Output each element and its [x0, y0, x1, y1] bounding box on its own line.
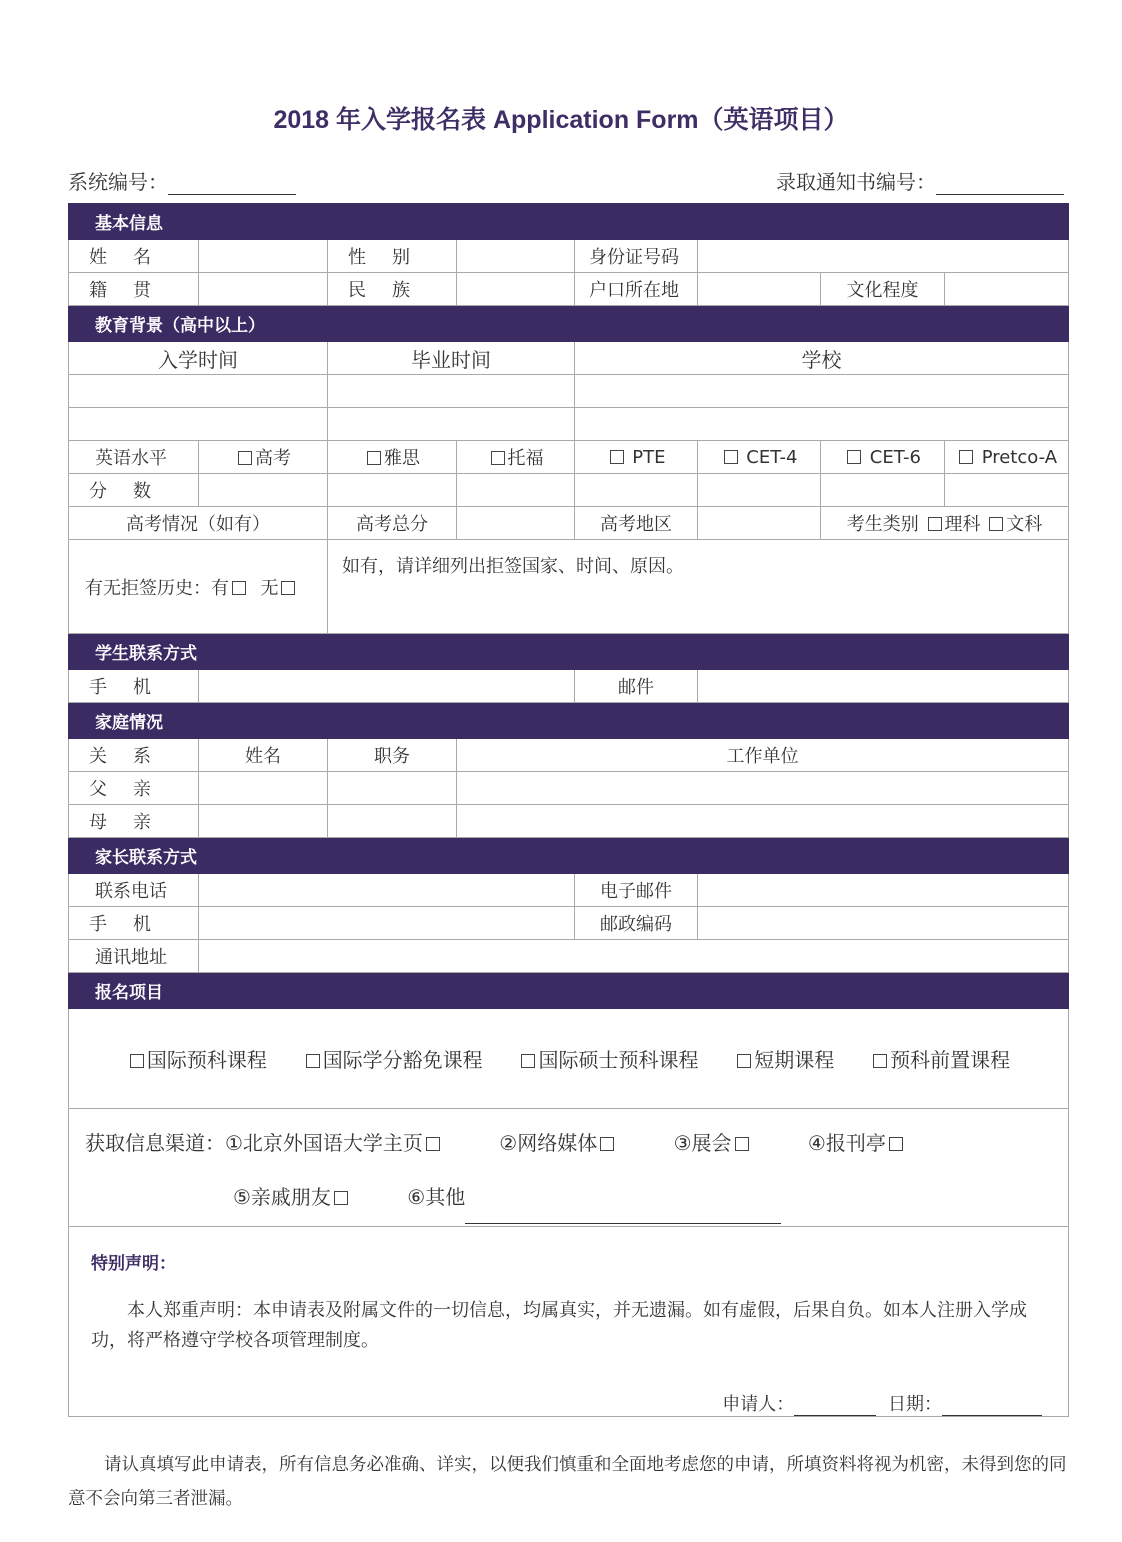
option-toefl[interactable] — [457, 441, 575, 474]
label-position: 职务 — [328, 739, 457, 772]
label-visa-no: 无 — [260, 577, 279, 599]
program-short-term-label: 短期课程 — [754, 1048, 835, 1072]
program-option-foundation[interactable] — [127, 1044, 267, 1073]
field-parent-mobile[interactable] — [199, 907, 575, 940]
field-date[interactable] — [942, 1397, 1042, 1416]
label-education-level: 文化程度 — [821, 273, 945, 306]
checkbox-online-media[interactable] — [600, 1137, 614, 1151]
field-applicant[interactable] — [794, 1397, 876, 1416]
label-gaokao-region: 高考地区 — [575, 507, 698, 540]
visa-note: 如有，请详细列出拒签国家、时间、原因。 — [342, 556, 684, 577]
field-score-cet6[interactable] — [821, 474, 945, 507]
field-gaokao-total[interactable] — [457, 507, 575, 540]
label-relation: 关系 — [69, 739, 199, 772]
option-ielts-label: 雅思 — [384, 448, 420, 469]
label-address: 通讯地址 — [69, 940, 199, 973]
gaokao-category — [821, 507, 1069, 540]
field-parent-email[interactable] — [698, 874, 1069, 907]
checkbox-newsstand[interactable] — [889, 1137, 903, 1151]
option-ielts[interactable] — [328, 441, 457, 474]
option-cet4-label: CET-4 — [746, 446, 798, 468]
checkbox-toefl[interactable] — [491, 451, 505, 465]
checkbox-cet6[interactable] — [847, 450, 861, 464]
field-hukou[interactable] — [698, 273, 821, 306]
label-id-number: 身份证号码 — [575, 240, 698, 273]
option-cet4[interactable] — [698, 441, 821, 474]
field-school-1[interactable] — [575, 375, 1069, 408]
label-employer: 工作单位 — [457, 739, 1069, 772]
field-address[interactable] — [199, 940, 1069, 973]
checkbox-pretco[interactable] — [959, 450, 973, 464]
checkbox-bfsu-site[interactable] — [426, 1137, 440, 1151]
checkbox-cet4[interactable] — [724, 450, 738, 464]
label-enroll-time: 入学时间 — [69, 342, 328, 375]
label-gender: 性别 — [328, 240, 457, 273]
label-family-name: 姓名 — [199, 739, 328, 772]
channel-bfsu-site[interactable] — [225, 1131, 443, 1155]
checkbox-friends[interactable] — [334, 1191, 348, 1205]
program-option-short-term[interactable] — [734, 1044, 834, 1073]
field-score-pte[interactable] — [575, 474, 698, 507]
admission-number-field[interactable] — [936, 174, 1064, 195]
field-visa-details[interactable] — [328, 540, 1069, 634]
field-score-toefl[interactable] — [457, 474, 575, 507]
option-gaokao[interactable] — [199, 441, 328, 474]
label-mother: 母亲 — [69, 805, 199, 838]
label-parent-mobile: 手机 — [69, 907, 199, 940]
field-father-employer[interactable] — [457, 772, 1069, 805]
channel-newsstand[interactable] — [808, 1131, 906, 1155]
option-pte-label: PTE — [632, 446, 666, 468]
program-option-masters-prep[interactable] — [518, 1044, 698, 1073]
admission-number — [776, 166, 1064, 195]
channel-online-media-label: ②网络媒体 — [499, 1130, 598, 1155]
checkbox-visa-no[interactable] — [281, 581, 295, 595]
program-options — [69, 1009, 1069, 1109]
field-name[interactable] — [199, 240, 328, 273]
program-foundation-label: 国际预科课程 — [146, 1048, 267, 1072]
label-ethnicity: 民族 — [328, 273, 457, 306]
program-option-credit-exemption[interactable] — [303, 1044, 483, 1073]
channel-exhibition-label: ③展会 — [673, 1130, 732, 1155]
option-cet6[interactable] — [821, 441, 945, 474]
field-father-name[interactable] — [199, 772, 328, 805]
field-mother-position[interactable] — [328, 805, 457, 838]
channel-other-label: ⑥其他 — [407, 1184, 466, 1209]
label-parent-phone: 联系电话 — [69, 874, 199, 907]
label-name: 姓名 — [69, 240, 199, 273]
field-grad-time-1[interactable] — [328, 375, 575, 408]
program-credit-exemption-label: 国际学分豁免课程 — [322, 1048, 483, 1072]
application-form — [68, 203, 1068, 1417]
option-gaokao-label: 高考 — [255, 448, 291, 469]
section-student-contact: 学生联系方式 — [69, 634, 1069, 670]
field-father-position[interactable] — [328, 772, 457, 805]
section-basic-info: 基本信息 — [69, 204, 1069, 240]
system-number-field[interactable] — [168, 174, 296, 195]
visa-history — [69, 540, 328, 634]
checkbox-visa-yes[interactable] — [232, 581, 246, 595]
checkbox-science[interactable] — [928, 517, 942, 531]
label-email: 邮件 — [575, 670, 698, 703]
label-gaokao-total: 高考总分 — [328, 507, 457, 540]
option-pretco-label: Pretco-A — [981, 446, 1058, 468]
field-parent-phone[interactable] — [199, 874, 575, 907]
signature-line — [69, 1356, 1068, 1416]
section-family: 家庭情况 — [69, 703, 1069, 739]
checkbox-arts[interactable] — [989, 517, 1003, 531]
option-pretco[interactable] — [945, 441, 1069, 474]
label-father: 父亲 — [69, 772, 199, 805]
label-english-level: 英语水平 — [69, 441, 199, 474]
option-pte[interactable] — [575, 441, 698, 474]
field-school-2[interactable] — [575, 408, 1069, 441]
field-mobile[interactable] — [199, 670, 575, 703]
field-score-gaokao[interactable] — [199, 474, 328, 507]
section-education: 教育背景（高中以上） — [69, 306, 1069, 342]
checkbox-pte[interactable] — [610, 450, 624, 464]
label-score: 分数 — [69, 474, 199, 507]
field-native-place[interactable] — [199, 273, 328, 306]
checkbox-ielts[interactable] — [367, 451, 381, 465]
channels-label: 获取信息渠道： — [85, 1130, 225, 1155]
channel-other[interactable] — [407, 1185, 781, 1209]
checkbox-short-term[interactable] — [737, 1054, 751, 1068]
field-postcode[interactable] — [698, 907, 1069, 940]
field-grad-time-2[interactable] — [328, 408, 575, 441]
field-score-cet4[interactable] — [698, 474, 821, 507]
channel-friends-label: ⑤亲戚朋友 — [233, 1184, 331, 1209]
channel-online-media[interactable] — [499, 1131, 617, 1155]
declaration-box — [69, 1227, 1069, 1417]
label-mobile: 手机 — [69, 670, 199, 703]
declaration-text: 本人郑重声明：本申请表及附属文件的一切信息，均属真实，并无遗漏。如有虚假，后果自负。如本人注册入学成功，将严格遵守学校各项管理制度。 — [91, 1300, 1027, 1351]
field-ethnicity[interactable] — [457, 273, 575, 306]
label-category: 考生类别 — [846, 514, 919, 535]
label-arts: 文科 — [1006, 514, 1043, 535]
label-parent-email: 电子邮件 — [575, 874, 698, 907]
field-enroll-time-1[interactable] — [69, 375, 328, 408]
label-date: 日期： — [888, 1394, 942, 1415]
info-channels — [69, 1109, 1069, 1227]
checkbox-credit-exemption[interactable] — [306, 1054, 320, 1068]
label-science: 理科 — [944, 514, 981, 535]
field-gaokao-region[interactable] — [698, 507, 821, 540]
channel-bfsu-site-label: ①北京外国语大学主页 — [225, 1130, 423, 1155]
checkbox-foundation[interactable] — [130, 1054, 144, 1068]
channel-friends[interactable] — [233, 1185, 351, 1209]
label-gaokao-info: 高考情况（如有） — [69, 507, 328, 540]
channel-exhibition[interactable] — [674, 1131, 752, 1155]
label-native-place: 籍贯 — [69, 273, 199, 306]
checkbox-masters-prep[interactable] — [521, 1054, 535, 1068]
field-score-ielts[interactable] — [328, 474, 457, 507]
field-channel-other[interactable] — [465, 1201, 781, 1224]
label-visa-history: 有无拒签历史：有 — [85, 577, 229, 599]
program-masters-prep-label: 国际硕士预科课程 — [538, 1048, 699, 1072]
option-cet6-label: CET-6 — [869, 446, 921, 468]
field-enroll-time-2[interactable] — [69, 408, 328, 441]
field-education-level[interactable] — [945, 273, 1069, 306]
label-school: 学校 — [575, 342, 1069, 375]
form-title: 2018 年入学报名表 Application Form（英语项目） — [273, 106, 849, 134]
section-parent-contact: 家长联系方式 — [69, 838, 1069, 874]
label-applicant: 申请人： — [722, 1394, 795, 1415]
footer-note: 请认真填写此申请表，所有信息务必准确、详实，以便我们慎重和全面地考虑您的申请，所填资料将视为机密，未得到您的同意不会向第三者泄漏。 — [68, 1455, 1067, 1509]
label-postcode: 邮政编码 — [575, 907, 698, 940]
system-number — [68, 166, 296, 195]
program-option-pre-foundation[interactable] — [870, 1044, 1010, 1073]
field-id-number[interactable] — [698, 240, 1069, 273]
label-grad-time: 毕业时间 — [328, 342, 575, 375]
option-toefl-label: 托福 — [507, 448, 544, 469]
field-mother-name[interactable] — [199, 805, 328, 838]
field-gender[interactable] — [457, 240, 575, 273]
field-score-pretco[interactable] — [945, 474, 1069, 507]
program-pre-foundation-label: 预科前置课程 — [890, 1048, 1011, 1072]
field-email[interactable] — [698, 670, 1069, 703]
admission-number-label: 录取通知书编号： — [776, 170, 936, 194]
checkbox-gaokao[interactable] — [238, 451, 252, 465]
form-table — [68, 203, 1069, 1417]
channel-newsstand-label: ④报刊亭 — [807, 1130, 886, 1155]
label-hukou: 户口所在地 — [575, 273, 698, 306]
system-number-label: 系统编号： — [68, 170, 168, 194]
declaration-title: 特别声明： — [91, 1254, 176, 1274]
checkbox-pre-foundation[interactable] — [873, 1054, 887, 1068]
checkbox-exhibition[interactable] — [735, 1137, 749, 1151]
section-program: 报名项目 — [69, 973, 1069, 1009]
field-mother-employer[interactable] — [457, 805, 1069, 838]
